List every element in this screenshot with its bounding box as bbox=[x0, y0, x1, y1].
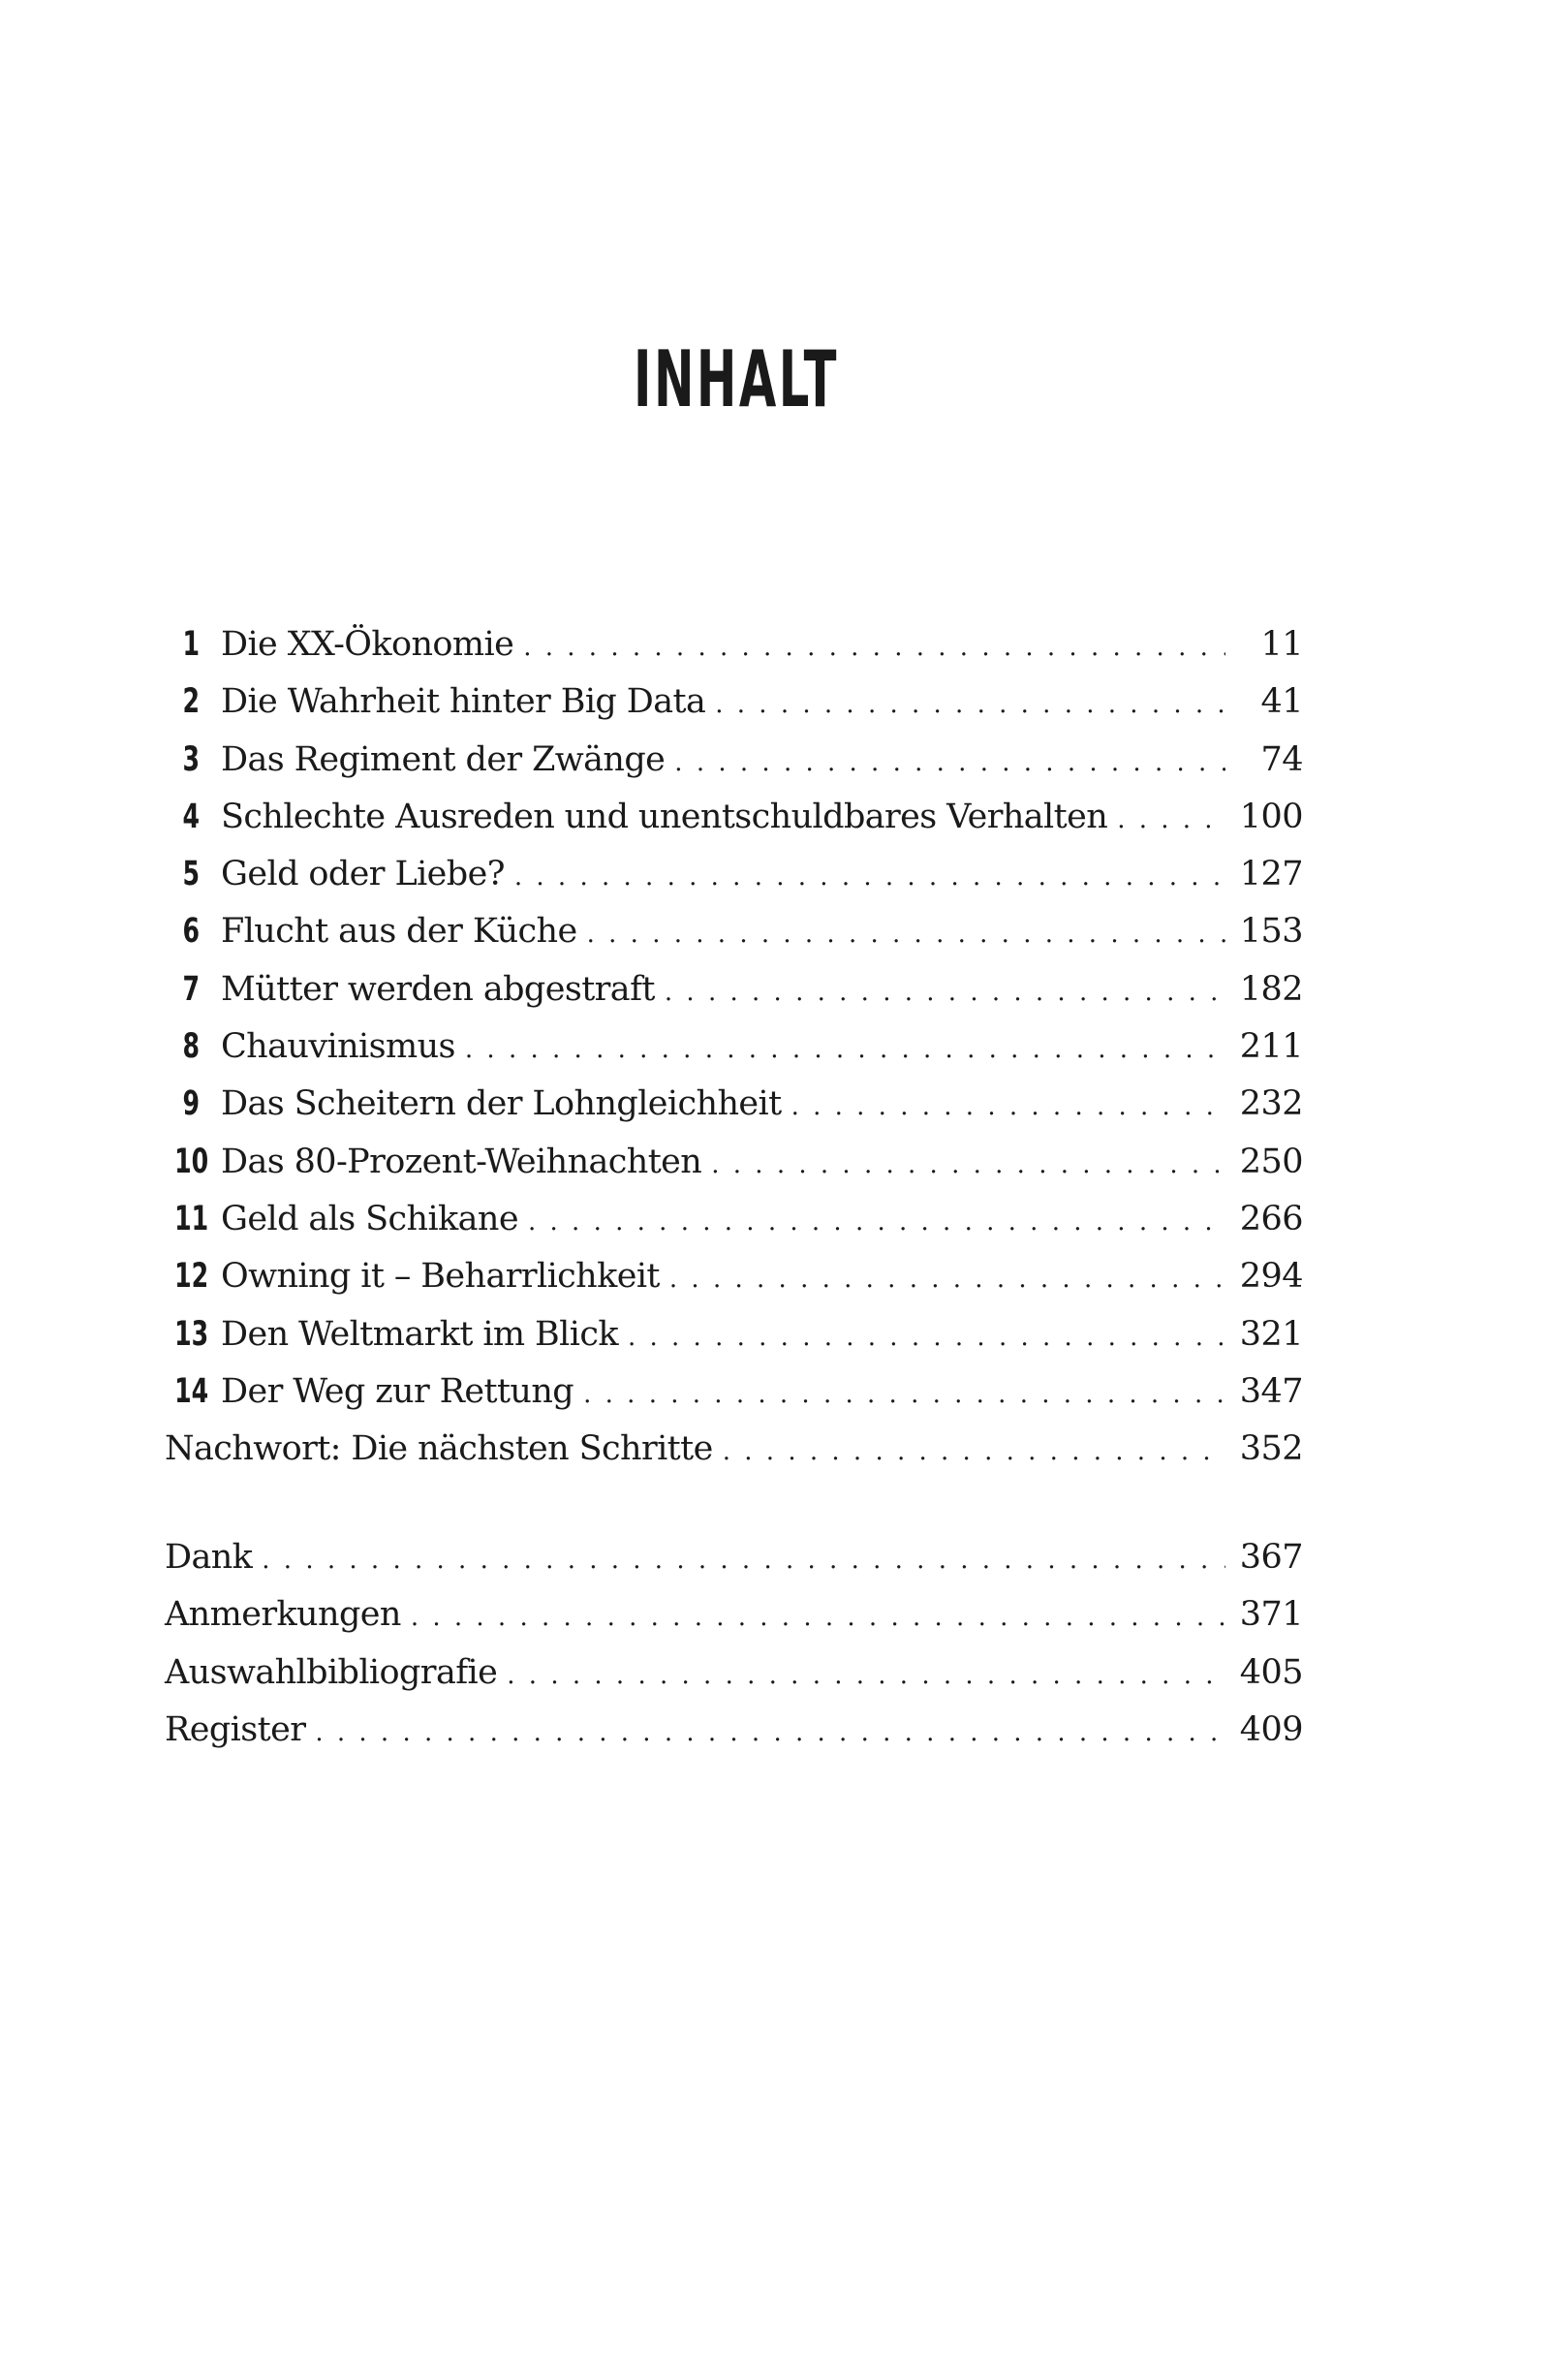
page-number: 41 bbox=[1260, 682, 1303, 722]
chapter-number: 7 bbox=[182, 969, 200, 1009]
dot-leader bbox=[669, 1265, 1225, 1294]
dot-leader bbox=[514, 862, 1225, 892]
dot-leader bbox=[587, 920, 1225, 949]
toc-entry bbox=[165, 1143, 1303, 1200]
chapter-number: 5 bbox=[182, 855, 200, 894]
dot-leader bbox=[528, 1207, 1225, 1237]
page-title: INHALT bbox=[634, 334, 839, 424]
chapter-title: Die XX-Ökonomie bbox=[221, 625, 514, 664]
chapter-number: 13 bbox=[174, 1314, 209, 1354]
page-number: 409 bbox=[1239, 1709, 1303, 1749]
afterword-title: Nachwort: Die nächsten Schritte bbox=[165, 1429, 713, 1469]
page-number: 405 bbox=[1239, 1652, 1303, 1692]
chapter-number: 6 bbox=[182, 912, 200, 952]
toc-entry bbox=[165, 798, 1303, 855]
chapter-title: Chauvinismus bbox=[221, 1027, 455, 1067]
chapter-number: 10 bbox=[174, 1142, 209, 1181]
chapter-number: 11 bbox=[174, 1199, 209, 1238]
dot-leader bbox=[715, 690, 1225, 719]
appendix-title: Dank bbox=[165, 1538, 253, 1577]
chapter-title: Das 80-Prozent-Weihnachten bbox=[221, 1142, 702, 1181]
toc-entry bbox=[165, 625, 1303, 682]
toc-entry bbox=[165, 1200, 1303, 1257]
page-number: 127 bbox=[1239, 855, 1303, 894]
chapter-number: 14 bbox=[174, 1371, 209, 1411]
appendix-title: Anmerkungen bbox=[165, 1595, 401, 1635]
chapter-number: 8 bbox=[182, 1027, 200, 1067]
page-number: 294 bbox=[1239, 1257, 1303, 1297]
dot-leader bbox=[674, 748, 1225, 777]
toc-chapter-list bbox=[165, 625, 1303, 1487]
toc-entry bbox=[165, 1372, 1303, 1429]
toc-entry bbox=[165, 682, 1303, 739]
dot-leader bbox=[465, 1035, 1225, 1064]
toc-entry-appendix bbox=[165, 1595, 1303, 1652]
dot-leader bbox=[665, 978, 1225, 1007]
page-number: 347 bbox=[1239, 1371, 1303, 1411]
chapter-title: Mütter werden abgestraft bbox=[221, 969, 655, 1009]
dot-leader bbox=[583, 1380, 1225, 1409]
dot-leader bbox=[1117, 805, 1225, 834]
chapter-title: Geld als Schikane bbox=[221, 1199, 518, 1238]
page-number: 371 bbox=[1239, 1595, 1303, 1635]
page-number: 153 bbox=[1239, 912, 1303, 952]
page-number: 367 bbox=[1239, 1538, 1303, 1577]
chapter-title: Den Weltmarkt im Blick bbox=[221, 1314, 618, 1354]
page-number: 321 bbox=[1239, 1314, 1303, 1354]
page-number: 182 bbox=[1239, 969, 1303, 1009]
chapter-number: 1 bbox=[182, 625, 200, 664]
chapter-number: 4 bbox=[182, 797, 200, 836]
chapter-title: Flucht aus der Küche bbox=[221, 912, 577, 952]
toc-entry bbox=[165, 912, 1303, 969]
page-number: 232 bbox=[1239, 1084, 1303, 1124]
dot-leader bbox=[507, 1661, 1225, 1690]
dot-leader bbox=[411, 1603, 1225, 1632]
toc-entry-afterword bbox=[165, 1429, 1303, 1487]
toc-entry-appendix bbox=[165, 1653, 1303, 1710]
chapter-number: 2 bbox=[182, 682, 200, 722]
appendix-title: Auswahlbibliografie bbox=[165, 1652, 498, 1692]
dot-leader bbox=[791, 1092, 1225, 1121]
chapter-title: Schlechte Ausreden und unentschuldbares Verhalten bbox=[221, 797, 1108, 836]
toc-entry bbox=[165, 1315, 1303, 1372]
toc-entry bbox=[165, 1257, 1303, 1314]
page-number: 352 bbox=[1239, 1429, 1303, 1469]
toc-entry-appendix bbox=[165, 1538, 1303, 1595]
dot-leader bbox=[315, 1718, 1225, 1747]
toc-entry bbox=[165, 1027, 1303, 1084]
page-number: 211 bbox=[1239, 1027, 1303, 1067]
toc-appendix-list bbox=[165, 1538, 1303, 1768]
toc-entry bbox=[165, 1084, 1303, 1142]
chapter-title: Der Weg zur Rettung bbox=[221, 1371, 574, 1411]
dot-leader bbox=[262, 1546, 1225, 1575]
page-number: 74 bbox=[1260, 739, 1303, 779]
dot-leader bbox=[711, 1150, 1225, 1179]
dot-leader bbox=[723, 1437, 1225, 1466]
chapter-title: Geld oder Liebe? bbox=[221, 855, 505, 894]
chapter-number: 12 bbox=[174, 1257, 209, 1297]
page-number: 100 bbox=[1239, 797, 1303, 836]
page-number: 266 bbox=[1239, 1199, 1303, 1238]
page-number: 250 bbox=[1239, 1142, 1303, 1181]
chapter-title: Das Scheitern der Lohngleichheit bbox=[221, 1084, 782, 1124]
toc-entry-appendix bbox=[165, 1710, 1303, 1768]
toc-entry bbox=[165, 970, 1303, 1027]
chapter-title: Das Regiment der Zwänge bbox=[221, 739, 666, 779]
toc-entry bbox=[165, 740, 1303, 798]
chapter-title: Owning it – Beharrlichkeit bbox=[221, 1257, 660, 1297]
chapter-number: 3 bbox=[182, 739, 200, 779]
appendix-title: Register bbox=[165, 1709, 306, 1749]
dot-leader bbox=[523, 633, 1225, 662]
dot-leader bbox=[628, 1323, 1225, 1352]
chapter-title: Die Wahrheit hinter Big Data bbox=[221, 682, 706, 722]
page-number: 11 bbox=[1260, 625, 1303, 664]
toc-entry bbox=[165, 855, 1303, 912]
chapter-number: 9 bbox=[182, 1084, 200, 1124]
